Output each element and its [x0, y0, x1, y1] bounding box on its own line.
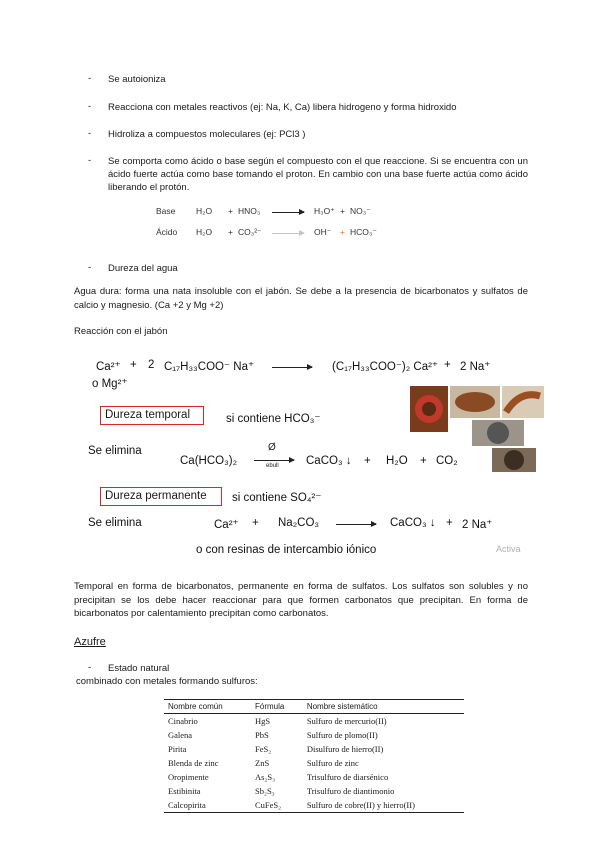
ca-ion: Ca²⁺	[96, 361, 121, 373]
water-formula: H₂O	[196, 206, 213, 216]
cell-formula: As₂S₃	[255, 772, 276, 782]
resinas-text: o con resinas de intercambio iónico	[196, 544, 377, 556]
base-label: Base	[156, 206, 176, 216]
bullet-text: Hidroliza a compuestos moleculares (ej: PCl3 )	[108, 129, 306, 140]
soap-product: (C₁₇H₃₃COO⁻)₂ Ca²⁺	[332, 361, 438, 373]
estado-natural: Estado natural	[108, 663, 170, 674]
header-nombre-sistematico: Nombre sistemático	[303, 700, 464, 714]
reaccion-jabon-title: Reacción con el jabón	[74, 326, 168, 337]
bullet-text: Se comporta como ácido o base según el compuesto con el que reaccione. Si se encuentra con un ácido fuerte actúa como base tomando el proton. En cambio con una base fuerte actúa como ácido liberando el protón.	[108, 156, 528, 193]
pipe-photo-2-pipe	[455, 392, 495, 412]
cell-common-name: Estibinita	[168, 786, 201, 796]
plus-sign: +	[340, 227, 345, 237]
cell-systematic-name: Disulfuro de hierro(II)	[306, 744, 384, 754]
plus-sign: +	[340, 206, 345, 216]
hco3-formula: HCO₃⁻	[350, 227, 377, 237]
table-row	[164, 728, 464, 742]
coefficient: 2	[148, 359, 155, 371]
soap-formula: C₁₇H₃₃COO⁻ Na⁺	[164, 361, 255, 373]
header-nombre-comun: Nombre común	[164, 700, 251, 714]
na-ions: 2 Na⁺	[462, 519, 493, 531]
table-row	[164, 714, 464, 729]
water-formula: H₂O	[196, 227, 213, 237]
se-elimina-temporal: Se elimina	[88, 445, 142, 457]
no3-formula: NO₃⁻	[350, 206, 371, 216]
cell-formula: ZnS	[255, 758, 270, 768]
cell-common-name: Calcopirita	[164, 798, 251, 813]
cell-formula: HgS	[255, 716, 271, 726]
temporal-condition: si contiene HCO₃⁻	[226, 413, 321, 425]
sodium-carbonate: Na₂CO₃	[278, 517, 320, 529]
table-row	[164, 756, 464, 770]
plus-sign: +	[364, 455, 371, 467]
table-row	[164, 798, 464, 813]
cell-common-name: Pirita	[168, 744, 187, 754]
bullet-text: Se autoioniza	[108, 74, 166, 85]
cell-systematic-name: Sulfuro de plomo(II)	[306, 730, 378, 740]
plus-sign: +	[130, 359, 137, 371]
bullet-text: Reacciona con metales reactivos (ej: Na, K, Ca) libera hidrogeno y forma hidroxido	[108, 102, 457, 113]
agua-dura-paragraph: Agua dura: forma una nata insoluble con el jabón. Se debe a la presencia de bicarbonatos y sulfatos de calcio y magnesio. (Ca +2 y Mg +2)	[74, 286, 528, 311]
cell-formula: CuFeS₂	[251, 798, 303, 813]
ca-ion: Ca²⁺	[214, 519, 239, 531]
plus-sign: +	[420, 455, 427, 467]
cell-formula: FeS₂	[255, 744, 272, 754]
dureza-bullet: Dureza del agua	[108, 263, 178, 274]
pipe-scale-photos	[410, 386, 544, 472]
calcium-bicarbonate: Ca(HCO₃)₂	[180, 455, 238, 467]
h3o-formula: H₃O⁺	[314, 206, 335, 216]
cell-common-name: Galena	[168, 730, 193, 740]
cell-common-name: Oropimente	[168, 772, 209, 782]
cell-systematic-name: Trisulfuro de diarsénico	[306, 772, 389, 782]
explicacion-paragraph: Temporal en forma de bicarbonatos, permanente en forma de sulfatos. Los sulfatos son solubles y no precipitan se los debe hacer reaccionar para que formen carbonatos que precipitan. En forma de bicarbonatos por calentamiento precipitan como carbonatos.	[74, 581, 528, 619]
cell-common-name: Cinabrio	[168, 716, 198, 726]
na-ions: 2 Na⁺	[460, 361, 491, 373]
caco3: CaCO₃ ↓	[390, 517, 436, 529]
table-header-row	[164, 700, 464, 714]
bullet-marker: -	[88, 73, 92, 84]
reaction-arrow	[336, 524, 376, 525]
bullet-marker: -	[88, 101, 92, 112]
bullet-marker: -	[88, 262, 92, 273]
caco3: CaCO₃ ↓	[306, 455, 352, 467]
plus-sign: +	[228, 227, 233, 237]
dureza-temporal-box: Dureza temporal	[100, 406, 204, 425]
table-row	[164, 784, 464, 798]
bullet-marker: -	[88, 155, 92, 166]
cell-common-name: Blenda de zinc	[168, 758, 219, 768]
oh-formula: OH⁻	[314, 227, 332, 237]
reaction-arrow	[272, 212, 304, 213]
bullet-marker: -	[88, 128, 92, 139]
co2: CO₂	[436, 455, 458, 467]
pipe-photo-5-pipe	[504, 450, 524, 470]
pipe-photo-1-core	[422, 402, 436, 416]
reaction-arrow-faint	[272, 233, 304, 234]
plus-sign: +	[252, 517, 259, 529]
azufre-heading: Azufre	[74, 636, 106, 648]
dureza-permanente-box: Dureza permanente	[100, 487, 222, 506]
table-row	[164, 742, 464, 756]
cell-systematic-name: Sulfuro de zinc	[306, 758, 359, 768]
activate-watermark: Activa	[496, 544, 521, 554]
sulfides-table	[164, 699, 464, 813]
table-row	[164, 770, 464, 784]
hno3-formula: HNO₃	[238, 206, 261, 216]
or-mg-ion: o Mg²⁺	[92, 378, 128, 390]
combinado-text: combinado con metales formando sulfuros:	[76, 676, 258, 687]
bullet-marker: -	[88, 662, 92, 673]
reaction-arrow	[272, 367, 312, 368]
acid-label: Ácido	[156, 227, 178, 237]
header-formula: Fórmula	[251, 700, 303, 714]
cell-formula: Sb₂S₃	[255, 786, 275, 796]
cell-formula: PbS	[255, 730, 269, 740]
permanente-condition: si contiene SO₄²⁻	[232, 492, 322, 504]
heat-symbol: Ø	[268, 442, 276, 453]
se-elimina-permanente: Se elimina	[88, 517, 142, 529]
cell-systematic-name: Trisulfuro de diantimonio	[306, 786, 395, 796]
sulfides-table-wrapper	[164, 699, 464, 813]
cell-systematic-name: Sulfuro de cobre(II) y hierro(II)	[303, 798, 464, 813]
ebull-label: ebull	[266, 463, 279, 469]
cell-systematic-name: Sulfuro de mercurio(II)	[306, 716, 387, 726]
plus-sign: +	[446, 517, 453, 529]
reaction-arrow	[254, 460, 294, 461]
plus-sign: +	[228, 206, 233, 216]
pipe-photo-4-fitting	[487, 422, 509, 444]
co3-formula: CO₃²⁻	[238, 227, 262, 237]
water: H₂O	[386, 455, 408, 467]
plus-sign: +	[444, 359, 451, 371]
